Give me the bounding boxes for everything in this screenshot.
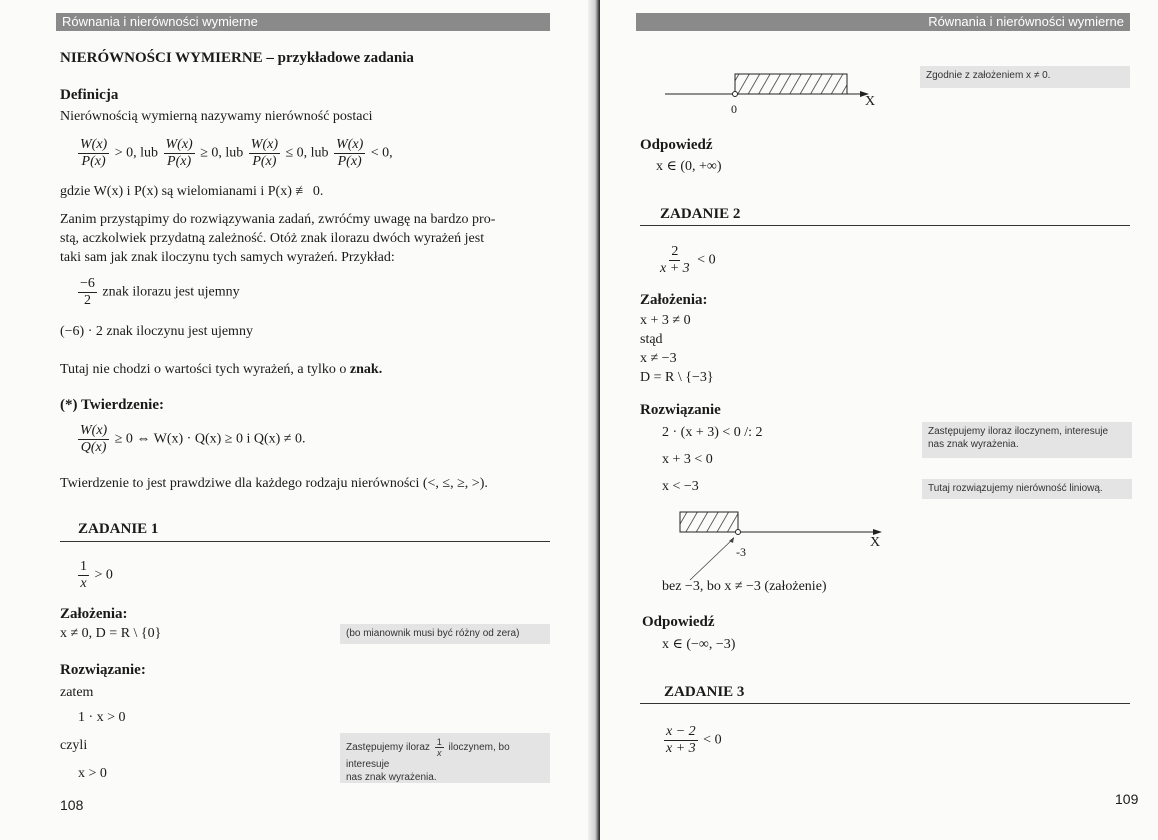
zadanie2-heading: ZADANIE 2 [660, 206, 741, 222]
definition-heading: Definicja [60, 87, 119, 103]
denominator: 2 [83, 293, 91, 308]
z2-relation: < 0 [697, 252, 716, 268]
axis1-x-label: X [865, 94, 876, 109]
chapter-header-right: Równania i nierówności wymierne [636, 13, 1130, 31]
denominator: P(x) [252, 154, 277, 169]
z1-inequality [76, 559, 113, 592]
denominator: x + 3 [660, 261, 690, 276]
assumption-note: Zgodnie z założeniem x ≠ 0. [920, 66, 1130, 88]
zadanie1-heading: ZADANIE 1 [78, 521, 159, 537]
relation: > 0, lub [114, 145, 158, 161]
paragraph-line: stą, aczkolwiek przydatną zależność. Otóż znak ilorazu dwóch wyrażeń jest [60, 231, 485, 246]
z2-inequality [656, 244, 716, 277]
denominator: x [80, 576, 87, 591]
answer1: x ∈ (0, +∞) [656, 159, 722, 174]
theorem-formula [76, 423, 305, 456]
relation: ≤ 0, lub [285, 145, 329, 161]
z2-step3: x < −3 [662, 479, 699, 494]
fraction [435, 737, 444, 758]
denominator: x [436, 748, 442, 758]
chapter-header-left: Równania i nierówności wymierne [56, 13, 550, 31]
numerator: −6 [80, 276, 95, 291]
answer2-heading: Odpowiedź [642, 614, 715, 630]
sign-note [60, 362, 382, 378]
z2-step2: x + 3 < 0 [662, 452, 713, 467]
answer1-heading: Odpowiedź [640, 137, 713, 153]
z1-note-text: iloczynem, bo interesuje [346, 742, 510, 770]
page-number: 108 [60, 797, 84, 813]
z1-solution-heading: Rozwiązanie: [60, 662, 146, 678]
sign-note-text: Tutaj nie chodzi o wartości tych wyrażeń, a tylko o [60, 362, 350, 377]
z1-zatem: zatem [60, 685, 94, 700]
denominator: P(x) [81, 154, 106, 169]
z2-domain: D = R \ {−3} [640, 370, 714, 385]
fraction [78, 137, 109, 170]
numerator: x − 2 [666, 724, 696, 739]
fraction [664, 724, 698, 757]
gdzie-text: gdzie W(x) i P(x) są wielomianami i P(x) ≢ 0. [60, 184, 324, 199]
z1-assumptions: x ≠ 0, D = R \ {0} [60, 626, 162, 641]
section-divider [60, 541, 550, 542]
sign-note-bold: znak. [349, 362, 383, 377]
pointer-line [690, 538, 734, 580]
linear-note: Tutaj rozwiązujemy nierówność liniową. [922, 479, 1132, 499]
open-point [733, 92, 738, 97]
theorem-note: Twierdzenie to jest prawdziwe dla każdego rodzaju nierówności (<, ≤, ≥, >). [60, 476, 488, 491]
number-line-1 [660, 66, 890, 120]
z3-relation: < 0 [703, 732, 722, 748]
section-divider [640, 225, 1130, 226]
fraction [658, 244, 692, 277]
theorem-text: ≥ 0 ⇔ W(x) · Q(x) ≥ 0 i Q(x) ≠ 0. [114, 431, 306, 447]
zadanie3-heading: ZADANIE 3 [664, 684, 745, 700]
answer2: x ∈ (−∞, −3) [662, 637, 736, 652]
method-note: Zastępujemy iloraz iloczynem, interesuje nas znak wyrażenia. [922, 422, 1132, 458]
z2-solution-heading: Rozwiązanie [640, 402, 721, 418]
solution-region [680, 512, 738, 532]
z1-note-text: Zastępujemy iloraz [346, 742, 430, 754]
fraction [78, 276, 97, 309]
z1-assumptions-heading: Założenia: [60, 606, 128, 622]
solution-region [735, 74, 847, 94]
numerator: W(x) [250, 137, 278, 152]
denominator: P(x) [337, 154, 362, 169]
z1-step1: 1 · x > 0 [78, 710, 126, 725]
z2-assumptions-heading: Założenia: [640, 292, 708, 308]
z1-method-note [340, 733, 550, 783]
numerator: W(x) [336, 137, 364, 152]
z2-exclusion-note: bez −3, bo x ≠ −3 (założenie) [662, 579, 827, 594]
theorem-heading: (*) Twierdzenie: [60, 397, 164, 413]
fraction [78, 423, 109, 456]
section-divider [640, 703, 1130, 704]
fraction [78, 559, 89, 592]
z1-assumption-note: (bo mianownik musi być różny od zera) [340, 624, 550, 644]
example-quotient-text: znak ilorazu jest ujemny [102, 284, 240, 300]
paragraph-line: taki sam jak znak iloczynu tych samych wyrażeń. Przykład: [60, 250, 395, 265]
z1-note-text: nas znak wyrażenia. [346, 772, 437, 783]
definition-formula [76, 137, 393, 170]
open-point [736, 530, 741, 535]
z2-stad: stąd [640, 332, 663, 347]
fraction [334, 137, 365, 170]
numerator: 1 [436, 737, 442, 747]
denominator: Q(x) [80, 440, 107, 455]
page-number: 109 [1115, 791, 1139, 807]
numerator: 1 [80, 559, 87, 574]
z2-assumption1: x + 3 ≠ 0 [640, 313, 691, 328]
axis2-mark-label: -3 [736, 545, 746, 559]
page-title: NIERÓWNOŚCI WYMIERNE – przykładowe zadania [60, 50, 414, 66]
example-product: (−6) · 2 znak iloczynu jest ujemny [60, 324, 253, 339]
paragraph-line: Zanim przystąpimy do rozwiązywania zadań, zwróćmy uwagę na bardzo pro- [60, 212, 496, 227]
axis2-x-label: X [870, 535, 881, 550]
z2-assumption2: x ≠ −3 [640, 351, 677, 366]
z1-relation: > 0 [94, 567, 113, 583]
fraction [164, 137, 195, 170]
numerator: 2 [671, 244, 679, 259]
z1-step2: x > 0 [78, 766, 107, 781]
numerator: W(x) [80, 423, 108, 438]
z1-czyli: czyli [60, 738, 88, 753]
z2-step1: 2 · (x + 3) < 0 /: 2 [662, 425, 763, 440]
relation: ≥ 0, lub [200, 145, 244, 161]
example-quotient [76, 276, 240, 309]
numerator: W(x) [80, 137, 108, 152]
relation: < 0, [370, 145, 393, 161]
denominator: x + 3 [666, 741, 696, 756]
definition-text: Nierównością wymierną nazywamy nierówność postaci [60, 109, 373, 124]
fraction [249, 137, 280, 170]
numerator: W(x) [165, 137, 193, 152]
right-page [600, 0, 1158, 840]
axis1-zero-label: 0 [731, 102, 737, 116]
z3-inequality [662, 724, 722, 757]
denominator: P(x) [167, 154, 192, 169]
